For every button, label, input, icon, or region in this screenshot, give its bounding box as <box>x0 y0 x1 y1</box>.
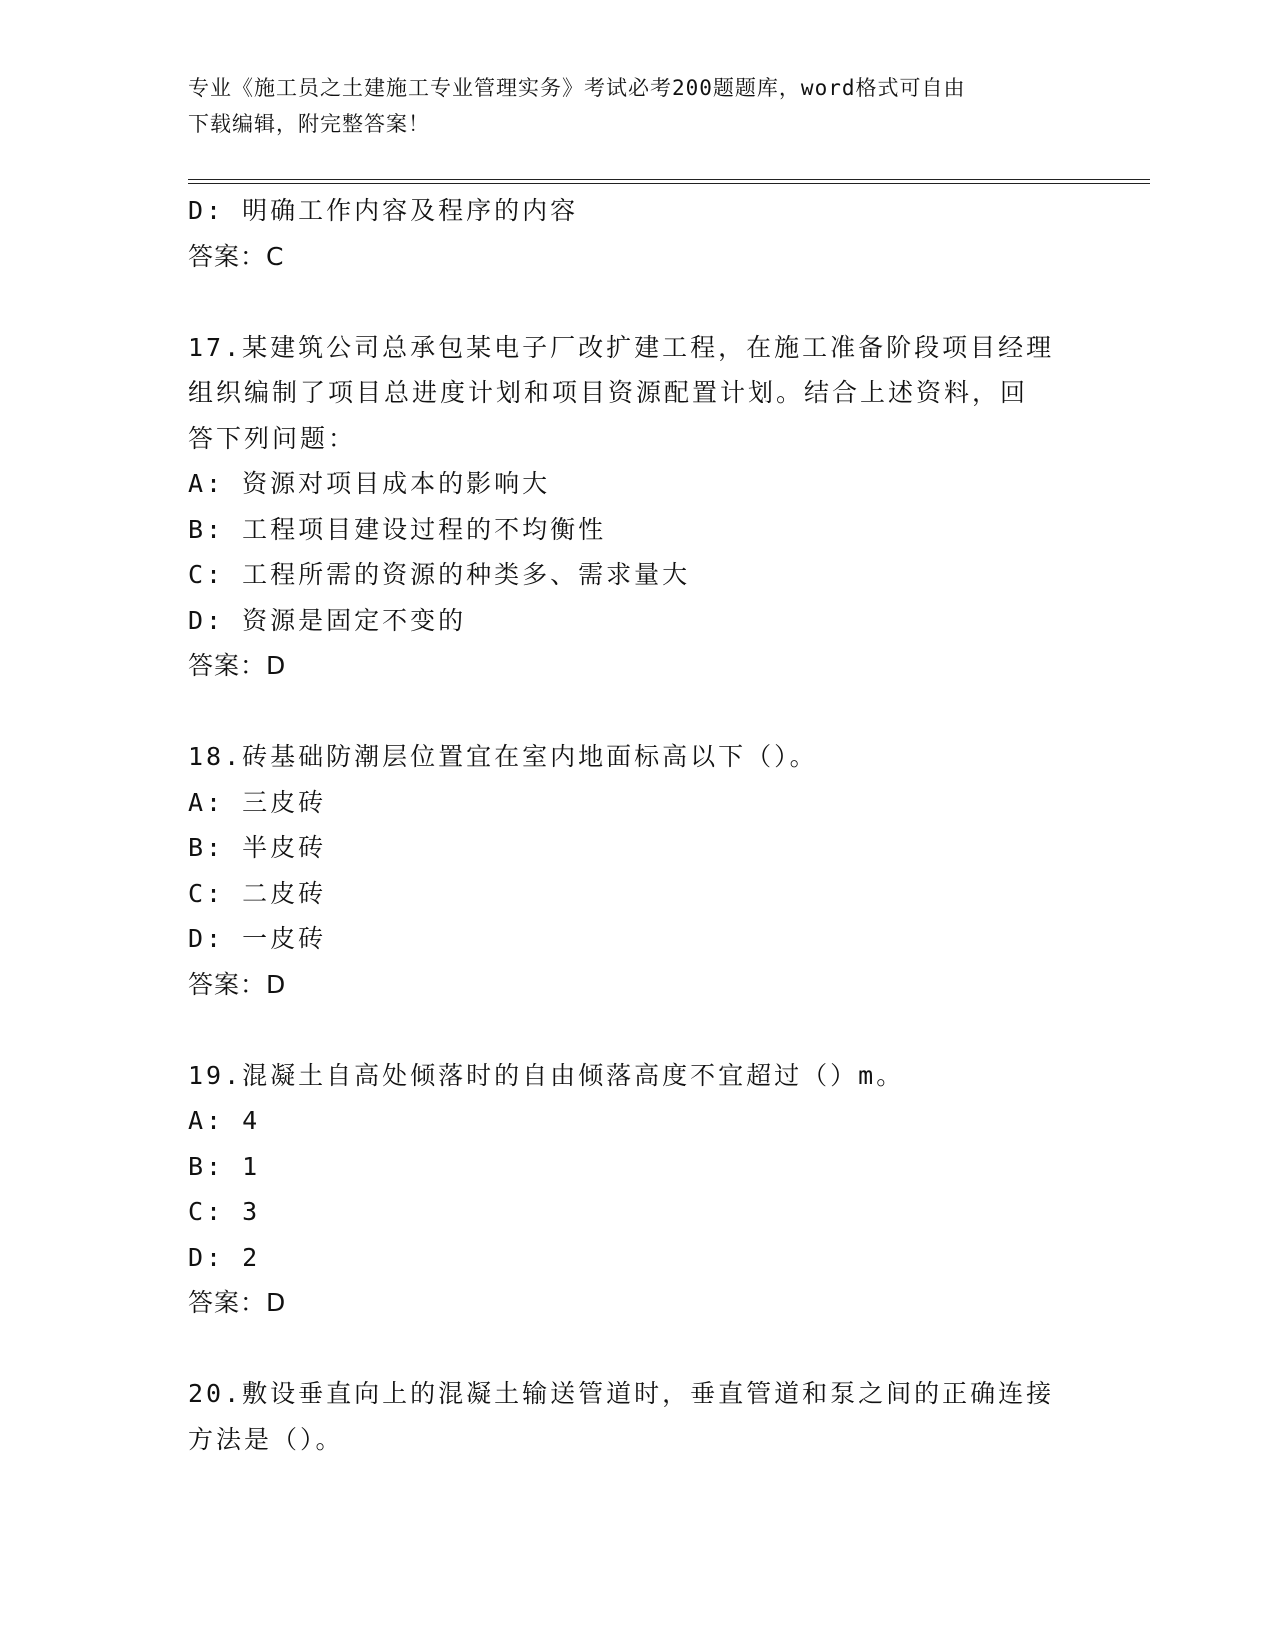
question-16-tail <box>188 188 1088 279</box>
option-b: B: 1 <box>188 1151 261 1181</box>
question-17 <box>188 325 1088 689</box>
answer: 答案：D <box>188 651 287 680</box>
document-header <box>188 70 1088 142</box>
option-b: B: 半皮砖 <box>188 833 327 862</box>
option-d: D: 明确工作内容及程序的内容 <box>188 196 579 225</box>
option-c: C: 二皮砖 <box>188 878 327 908</box>
option-a: A: 4 <box>188 1106 261 1135</box>
spacer <box>188 1326 1088 1372</box>
question-18 <box>188 734 1088 1007</box>
option-b: B: 工程项目建设过程的不均衡性 <box>188 514 607 544</box>
option-a: A: 资源对项目成本的影响大 <box>188 469 551 498</box>
question-stem: 18.砖基础防潮层位置宜在室内地面标高以下（）。 <box>188 742 818 771</box>
header-line-1: 专业《施工员之土建施工专业管理实务》考试必考200题题库，word格式可自由 <box>188 76 966 100</box>
answer: 答案：D <box>188 1288 287 1317</box>
question-stem: 答下列问题： <box>188 423 357 453</box>
question-20 <box>188 1371 1088 1462</box>
option-c: C: 3 <box>188 1197 261 1226</box>
header-divider <box>188 179 1150 184</box>
document-body <box>188 188 1088 1462</box>
option-a: A: 三皮砖 <box>188 787 327 817</box>
header-line-2: 下载编辑，附完整答案！ <box>188 112 430 136</box>
question-stem: 20.敷设垂直向上的混凝土输送管道时，垂直管道和泵之间的正确连接 <box>188 1379 1055 1408</box>
spacer <box>188 1007 1088 1053</box>
answer: 答案：D <box>188 969 287 999</box>
question-19 <box>188 1053 1088 1326</box>
option-d: D: 一皮砖 <box>188 924 327 953</box>
question-stem: 17.某建筑公司总承包某电子厂改扩建工程，在施工准备阶段项目经理 <box>188 332 1055 362</box>
question-stem: 方法是（）。 <box>188 1424 344 1454</box>
question-stem: 组织编制了项目总进度计划和项目资源配置计划。结合上述资料，回 <box>188 378 1029 407</box>
option-c: C: 工程所需的资源的种类多、需求量大 <box>188 560 691 589</box>
spacer <box>188 279 1088 325</box>
spacer <box>188 689 1088 735</box>
answer: 答案：C <box>188 241 285 271</box>
question-stem: 19.混凝土自高处倾落时的自由倾落高度不宜超过（）m。 <box>188 1060 905 1090</box>
option-d: D: 2 <box>188 1242 261 1272</box>
option-d: D: 资源是固定不变的 <box>188 605 467 635</box>
